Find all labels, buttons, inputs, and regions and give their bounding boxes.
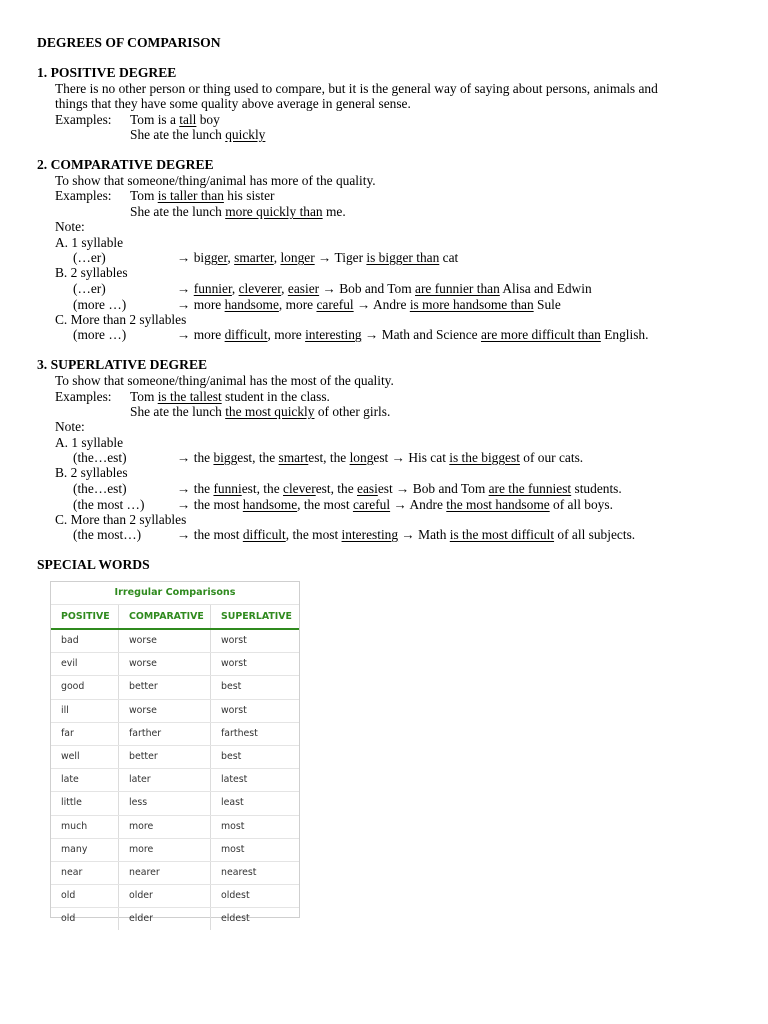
cell-positive: good — [51, 676, 119, 698]
table-row — [51, 630, 299, 653]
table-row — [51, 676, 299, 699]
cell-comparative: nearer — [119, 862, 211, 884]
cell-comparative: less — [119, 792, 211, 814]
cell-superlative: latest — [221, 774, 248, 786]
header-positive: POSITIVE — [51, 605, 119, 628]
comparative-b-form-1: (…er) — [73, 281, 106, 296]
cell-comparative: more — [119, 816, 211, 838]
cell-positive: much — [51, 816, 119, 838]
cell-superlative: farthest — [221, 727, 258, 739]
cell-comparative: older — [119, 885, 211, 907]
comparative-a-rule: → bigger, smarter, longer → Tiger is bigger than cat — [177, 250, 459, 265]
comparative-desc: To show that someone/thing/animal has more of the quality. — [55, 173, 376, 188]
superlative-c-rule: → the most difficult, the most interesting → Math is the most difficult of all subjects. — [177, 527, 636, 542]
cell-superlative: nearest — [221, 866, 257, 878]
comparative-heading: 2. COMPARATIVE DEGREE — [37, 157, 214, 172]
positive-examples-label: Examples: — [55, 112, 112, 127]
superlative-b-rule-2: → the most handsome, the most careful → Andre the most handsome of all boys. — [177, 497, 613, 512]
cell-comparative: worse — [119, 700, 211, 722]
cell-superlative: best — [221, 681, 242, 693]
superlative-b-form-1: (the…est) — [73, 481, 127, 496]
superlative-a-rule: → the biggest, the smartest, the longest → His cat is the biggest of our cats. — [177, 450, 584, 465]
comparative-b-rule-2: → more handsome, more careful → Andre is more handsome than Sule — [177, 297, 561, 312]
cell-comparative: more — [119, 839, 211, 861]
comparative-b-form-2: (more …) — [73, 297, 127, 312]
comparative-example-2: She ate the lunch more quickly than me. — [130, 204, 346, 219]
table-row — [51, 700, 299, 723]
superlative-b-rule-1: → the funniest, the cleverest, the easiest → Bob and Tom are the funniest students. — [177, 481, 622, 496]
superlative-c-form: (the most…) — [73, 527, 142, 542]
superlative-b-label: B. 2 syllables — [55, 465, 128, 480]
comparative-note: Note: — [55, 219, 85, 234]
comparative-example-1: Tom is taller than his sister — [130, 188, 275, 203]
special-words-heading: SPECIAL WORDS — [37, 557, 150, 572]
cell-superlative: most — [221, 820, 245, 832]
cell-comparative: worse — [119, 630, 211, 652]
document-title: DEGREES OF COMPARISON — [37, 35, 221, 50]
header-superlative: SUPERLATIVE — [221, 611, 292, 622]
table-header-row — [51, 605, 299, 630]
cell-comparative: farther — [119, 723, 211, 745]
cell-positive: old — [51, 908, 119, 930]
cell-comparative: better — [119, 676, 211, 698]
cell-superlative: least — [221, 797, 244, 809]
table-row — [51, 746, 299, 769]
cell-positive: little — [51, 792, 119, 814]
table-title: Irregular Comparisons — [51, 582, 299, 605]
cell-positive: ill — [51, 700, 119, 722]
cell-positive: many — [51, 839, 119, 861]
cell-superlative: best — [221, 750, 242, 762]
table-row — [51, 885, 299, 908]
table-row — [51, 723, 299, 746]
cell-superlative: worst — [221, 658, 247, 670]
table-row — [51, 792, 299, 815]
cell-positive: old — [51, 885, 119, 907]
superlative-note: Note: — [55, 419, 85, 434]
cell-comparative: later — [119, 769, 211, 791]
cell-positive: evil — [51, 653, 119, 675]
cell-positive: near — [51, 862, 119, 884]
cell-comparative: better — [119, 746, 211, 768]
positive-desc-line-1: There is no other person or thing used to compare, but it is the general way of saying about persons, animals and — [55, 81, 658, 96]
cell-comparative: elder — [119, 908, 211, 930]
header-comparative: COMPARATIVE — [119, 605, 211, 628]
comparative-a-form: (…er) — [73, 250, 106, 265]
positive-example-2: She ate the lunch quickly — [130, 127, 266, 142]
table-row — [51, 908, 299, 930]
cell-superlative: worst — [221, 635, 247, 646]
table-body — [51, 630, 299, 930]
cell-positive: bad — [51, 630, 119, 652]
superlative-example-1: Tom is the tallest student in the class. — [130, 389, 330, 404]
positive-desc-line-2: things that they have some quality above average in general sense. — [55, 96, 411, 111]
cell-superlative: eldest — [221, 913, 250, 925]
cell-superlative: worst — [221, 704, 247, 716]
comparative-c-label: C. More than 2 syllables — [55, 312, 187, 327]
table-row — [51, 816, 299, 839]
positive-example-1: Tom is a tall boy — [130, 112, 220, 127]
table-row — [51, 862, 299, 885]
superlative-a-label: A. 1 syllable — [55, 435, 124, 450]
cell-positive: far — [51, 723, 119, 745]
superlative-c-label: C. More than 2 syllables — [55, 512, 187, 527]
cell-superlative: oldest — [221, 890, 250, 902]
superlative-examples-label: Examples: — [55, 389, 112, 404]
cell-superlative: most — [221, 843, 245, 855]
comparative-b-label: B. 2 syllables — [55, 265, 128, 280]
superlative-heading: 3. SUPERLATIVE DEGREE — [37, 357, 208, 372]
table-row — [51, 839, 299, 862]
comparative-examples-label: Examples: — [55, 188, 112, 203]
cell-positive: well — [51, 746, 119, 768]
comparative-c-form: (more …) — [73, 327, 127, 342]
superlative-b-form-2: (the most …) — [73, 497, 145, 512]
table-row — [51, 653, 299, 676]
table-row — [51, 769, 299, 792]
irregular-comparisons-table — [50, 581, 300, 925]
superlative-example-2: She ate the lunch the most quickly of other girls. — [130, 404, 391, 419]
cell-positive: late — [51, 769, 119, 791]
comparative-a-label: A. 1 syllable — [55, 235, 124, 250]
positive-heading: 1. POSITIVE DEGREE — [37, 65, 177, 80]
superlative-desc: To show that someone/thing/animal has the most of the quality. — [55, 373, 394, 388]
comparative-c-rule: → more difficult, more interesting → Math and Science are more difficult than English. — [177, 327, 649, 342]
cell-comparative: worse — [119, 653, 211, 675]
superlative-a-form: (the…est) — [73, 450, 127, 465]
comparative-b-rule-1: → funnier, cleverer, easier → Bob and Tom are funnier than Alisa and Edwin — [177, 281, 592, 296]
